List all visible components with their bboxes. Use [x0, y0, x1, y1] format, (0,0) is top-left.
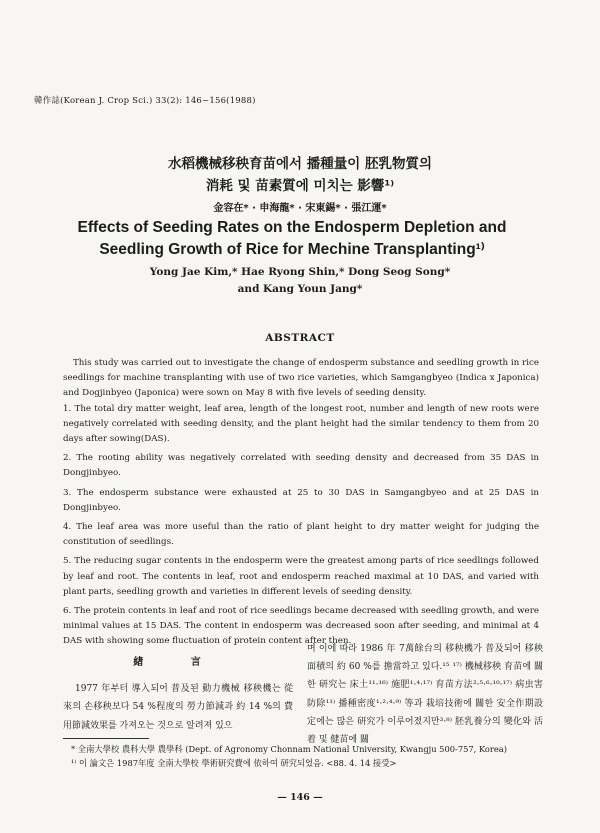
abstract-item: 6. The protein contents in leaf and root of rice seedlings became decreased with seedling growth, and were minimal values at 15 DAS. The content in endosperm was decreased soon after seeding, and minimal at 4 DAS with showing some fluctuation of protein content after then. — [63, 606, 539, 647]
intro-right-text: 며 이에 따라 1986 年 7萬餘台의 移秧機가 普及되어 移秧面積의 約 60 %를 擔當하고 있다.¹⁵ ¹⁷⁾ 機械移秧 育苗에 關한 研究는 床土¹¹·¹⁶⁾ 施肥¹·⁴·¹⁷⁾ 育苗方法²·⁵·⁶·¹⁰·¹⁷⁾ 病虫害防除¹¹⁾ 播種密度¹·²·⁴·⁹⁾ 等과 栽培技術에 關한 安全作期設定에는 많은 研究가 이루어졌지만³·⁸⁾ 胚乳養分의 變化와 活着 및 健苗에 關 — [307, 644, 543, 746]
intro-left-text: 1977 年부터 導入되어 普及된 動力機械 移秧機는 從來의 손移秧보다 54 %程度의 勞力節減과 約 14 %의 費用節減效果를 가져오는 것으로 알려져 있으 — [63, 684, 293, 731]
abstract-intro: This study was carried out to investigate the change of endosperm substance and seedling growth in rice seedlings for machine transplanting with use of two rice varieties, which Samgangbyeo (Indica x Japonica) and Dogjinbyeo (Japonica) were sown on May 8 with five levels of seeding density. — [63, 358, 539, 399]
abstract-item: 3. The endosperm substance were exhausted at 25 to 30 DAS in Samgangbyeo and at 25 DAS in Dongjinbyeo. — [63, 487, 539, 513]
abstract-heading: ABSTRACT — [265, 332, 335, 344]
page-number: — 146 — — [277, 792, 323, 803]
abstract-item: 5. The reducing sugar contents in the endosperm were the greatest among parts of rice seedlings followed by leaf and root. The contents in leaf, root and endosperm reached maximal at 10 DAS, and varied with plant parts, seedling growth and varieties in different levels of seeding density. — [63, 556, 539, 597]
intro-right-column — [307, 640, 543, 749]
intro-left-column — [63, 654, 293, 735]
english-authors-line-1: Yong Jae Kim,* Hae Ryong Shin,* Dong Seog Song* — [149, 266, 451, 278]
korean-title-line-2: 消耗 및 苗素質에 미치는 影響¹⁾ — [205, 178, 395, 194]
abstract-body — [63, 356, 539, 650]
journal-header: 韓作誌(Korean J. Crop Sci.) 33(2): 146~156(1988) — [34, 96, 256, 106]
english-title-line-1: Effects of Seeding Rates on the Endosperm Depletion and — [77, 219, 507, 236]
footnote-funding: ¹⁾ 이 論文은 1987年度 全南大學校 學術研究費에 依하여 研究되었음. <88. 4. 14 接受> — [71, 758, 397, 768]
footnote-affiliation: * 全南大學校 農科大學 農學科 (Dept. of Agronomy Chonnam National University, Kwangju 500-757, Korea) — [71, 744, 507, 754]
korean-title-line-1: 水稻機械移秧育苗에서 播種量이 胚乳物質의 — [167, 156, 433, 172]
abstract-item: 1. The total dry matter weight, leaf area, length of the longest root, number and length of new roots were negatively correlated with seeding density, and the plant height had the similar tendency to them from 20 days after sowing(DAS). — [63, 403, 539, 445]
intro-heading: 緖 言 — [133, 657, 223, 668]
footnote-divider — [63, 738, 149, 739]
abstract-item: 2. The rooting ability was negatively correlated with seeding density and decreased from 35 DAS in Dongjinbyeo. — [63, 453, 539, 479]
english-authors-line-2: and Kang Youn Jang* — [237, 283, 363, 295]
abstract-item: 4. The leaf area was more useful than the ratio of plant height to dry matter weight for judging the constitution of seedlings. — [63, 522, 539, 548]
english-title-line-2: Seedling Growth of Rice for Mechine Transplanting¹⁾ — [99, 241, 485, 258]
korean-authors: 金容在* · 申海龍* · 宋東錫* · 張江運* — [213, 203, 387, 214]
footnotes — [63, 742, 543, 770]
